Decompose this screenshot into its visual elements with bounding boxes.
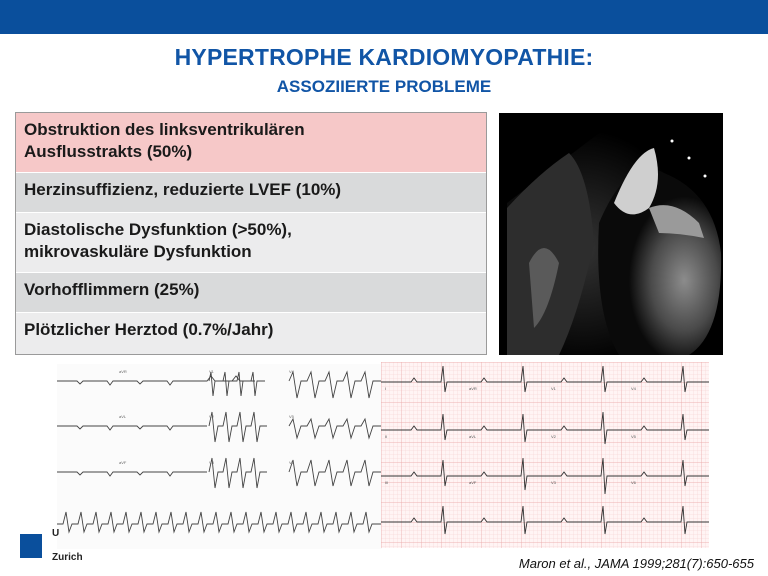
problem-row-heart-failure bbox=[16, 173, 486, 213]
problem-row-sudden-death bbox=[16, 313, 486, 354]
ecg-lead-label: V1 bbox=[551, 386, 556, 391]
ecg-lead-label: V4 bbox=[289, 369, 294, 374]
ecg-lead-label: aVF bbox=[469, 480, 477, 485]
ecg-lead-label: aVR bbox=[119, 369, 127, 374]
problem-text: Obstruktion des linksventrikulären bbox=[24, 120, 305, 139]
slide-title: HYPERTROPHE KARDIOMYOPATHIE: bbox=[174, 44, 594, 70]
slide-subtitle: ASSOZIIERTE PROBLEME bbox=[276, 77, 492, 96]
university-logo-icon bbox=[20, 534, 42, 558]
top-banner bbox=[0, 0, 768, 34]
ecg-lead-label: II bbox=[385, 434, 388, 439]
problem-row-lvot-obstruction bbox=[16, 113, 486, 173]
ecg-lead-label: V3 bbox=[209, 460, 214, 465]
problem-row-diastolic-dysfunction bbox=[16, 213, 486, 273]
university-logo bbox=[17, 522, 83, 570]
echocardiogram-image bbox=[499, 113, 723, 355]
ecg-lead-label: III bbox=[385, 480, 389, 485]
ecg-lead-label: V4 bbox=[631, 386, 636, 391]
ecg-lead-label: V5 bbox=[631, 434, 636, 439]
citation: Maron et al., JAMA 1999;281(7):650-655 bbox=[518, 556, 754, 571]
ecg-lead-label: V2 bbox=[209, 414, 214, 419]
ecg-tracing-left bbox=[57, 364, 382, 549]
problem-text: Diastolische Dysfunktion (>50%), bbox=[24, 220, 292, 239]
ecg-lead-label: V3 bbox=[551, 480, 556, 485]
ecg-lead-label: aVL bbox=[119, 414, 127, 419]
ecg-lead-label: aVR bbox=[469, 386, 477, 391]
problem-text: Herzinsuffizienz, reduzierte LVEF (10%) bbox=[24, 180, 342, 199]
problem-text: mikrovaskuläre Dysfunktion bbox=[24, 242, 252, 261]
logo-city: Zurich bbox=[52, 552, 83, 563]
ecg-lead-label: aVF bbox=[119, 460, 127, 465]
ecg-lead-label: I bbox=[385, 386, 387, 391]
ecg-lead-label: aVL bbox=[469, 434, 477, 439]
problem-row-atrial-fibrillation bbox=[16, 273, 486, 313]
ecg-lead-label: V6 bbox=[631, 480, 636, 485]
logo-letter: U bbox=[52, 528, 60, 539]
ecg-lead-label: V6 bbox=[289, 460, 294, 465]
ecg-lead-label: V1 bbox=[209, 369, 214, 374]
problem-text: Vorhofflimmern (25%) bbox=[24, 280, 200, 299]
ecg-lead-label: V2 bbox=[551, 434, 556, 439]
problems-table bbox=[15, 112, 487, 355]
ecg-lead-label: V5 bbox=[289, 414, 294, 419]
problem-text: Ausflusstrakts (50%) bbox=[24, 142, 193, 161]
ecg-tracing-right bbox=[381, 362, 709, 548]
problem-text: Plötzlicher Herztod (0.7%/Jahr) bbox=[24, 320, 274, 339]
